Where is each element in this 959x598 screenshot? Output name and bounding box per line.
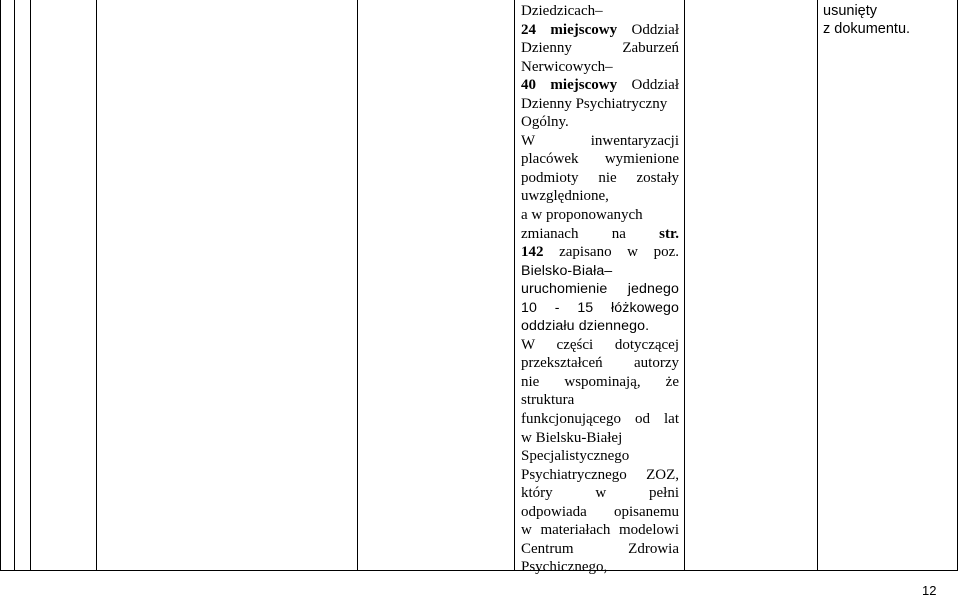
cell-text-line: W inwentaryzacji	[521, 132, 679, 149]
cell-text-line: nie wspominają, że	[521, 373, 679, 390]
cell-text-line: który w pełni	[521, 485, 679, 502]
text-rest: Oddział	[631, 77, 679, 94]
cell-text-line: Centrum Zdrowia	[521, 540, 679, 557]
cell-text-line	[521, 243, 679, 262]
text-lead: zmianach na	[521, 225, 626, 242]
table-border-bottom	[0, 570, 958, 571]
cell-text-line: Bielsko-Biała–	[521, 262, 613, 279]
cell-text-line: Dzienny Zaburzeń	[521, 40, 679, 57]
cell-text-line: Specjalistycznego	[521, 448, 630, 465]
column-divider	[684, 0, 685, 571]
cell-text-line: funkcjonującego od lat	[521, 411, 679, 428]
cell-text-line: uruchomienie jednego	[521, 281, 679, 298]
cell-text-line	[521, 76, 679, 95]
cell-text-line: w Bielsku-Białej	[521, 429, 623, 446]
cell-text-line: w materiałach modelowi	[521, 522, 679, 539]
bold-text: 40 miejscowy	[521, 77, 618, 94]
cell-text-line	[521, 21, 679, 40]
cell-text-line: a w proponowanych	[521, 207, 643, 224]
cell-text-line: odpowiada opisanemu	[521, 503, 679, 520]
column-divider	[514, 0, 515, 571]
column-divider	[30, 0, 31, 571]
cell-text-line: podmioty nie zostały	[521, 169, 679, 186]
cell-text-line	[521, 225, 679, 244]
table-border-left	[0, 0, 1, 571]
cell-text-line: Ogólny.	[521, 114, 569, 131]
cell-text-line: Dziedzicach–	[521, 3, 603, 19]
cell-text-line: placówek wymienione	[521, 151, 679, 168]
column-divider	[96, 0, 97, 571]
column-divider	[357, 0, 358, 571]
column-divider	[817, 0, 818, 571]
table-cell-comment	[521, 2, 679, 577]
cell-text-line: Psychicznego,	[521, 559, 608, 576]
cell-text-line: oddziału dziennego.	[521, 318, 650, 335]
bold-text: 142	[521, 244, 544, 261]
text-rest: zapisano w poz.	[559, 244, 679, 261]
remark-line: z dokumentu.	[823, 20, 911, 37]
cell-text-line: Nerwicowych–	[521, 58, 613, 75]
cell-text-line: struktura	[521, 392, 575, 409]
column-divider	[14, 0, 15, 571]
cell-text-line: Psychiatrycznego ZOZ,	[521, 466, 679, 483]
cell-text-line: uwzględnione,	[521, 188, 609, 205]
bold-text: 24 miejscowy	[521, 21, 618, 38]
cell-text-line: 10 - 15 łóżkowego	[521, 299, 679, 316]
table-cell-remark	[823, 3, 953, 39]
cell-text-line: W części dotyczącej	[521, 336, 679, 353]
cell-text-line: przekształceń autorzy	[521, 355, 679, 372]
table-border-right	[957, 0, 958, 571]
cell-text-line: Dzienny Psychiatryczny	[521, 95, 668, 112]
bold-text: str.	[659, 225, 679, 242]
remark-line: usunięty	[823, 3, 878, 19]
text-rest: Oddział	[631, 21, 679, 38]
page-number: 12	[922, 583, 937, 598]
